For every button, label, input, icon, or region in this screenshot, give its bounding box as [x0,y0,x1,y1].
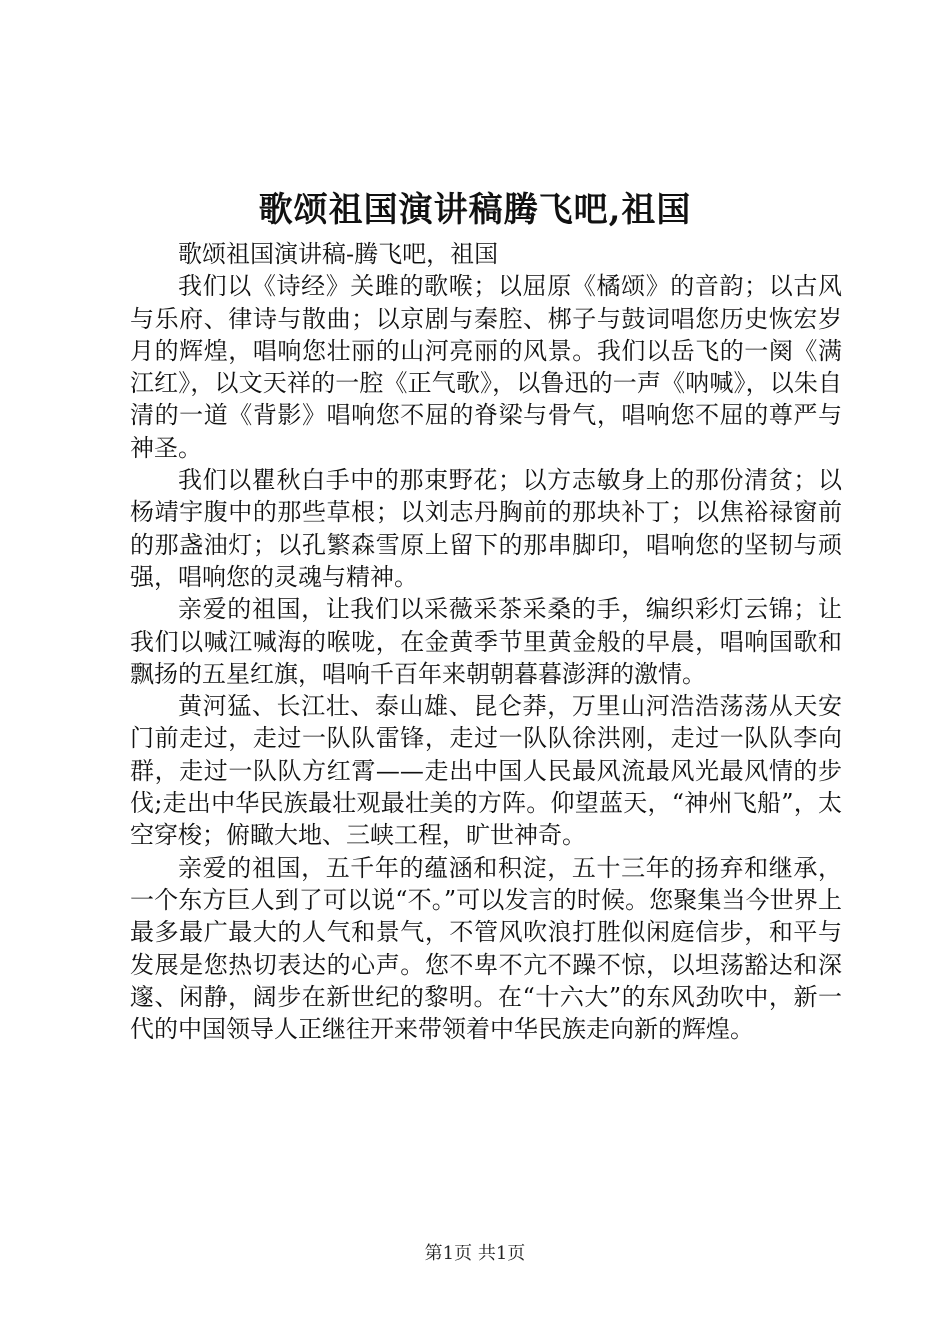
page-footer: 第1页 共1页 [424,1243,526,1264]
paragraph-subtitle: 歌颂祖国演讲稿-腾飞吧，祖国 [178,240,499,268]
document-title: 歌颂祖国演讲稿腾飞吧,祖国 [258,190,692,230]
paragraph: 黄河猛、长江壮、泰山雄、昆仑莽，万里山河浩浩荡荡从天安门前走过，走过一队队雷锋，走过一队队徐洪刚，走过一队队李向群，走过一队队方红霄——走出中国人民最风流最风光最风情的步伐;走出中华民族最壮观最壮美的方阵。仰望蓝天，“神州飞船”，太空穿梭；俯瞰大地、三峡工程，旷世神奇。 [130,692,842,850]
paragraph: 我们以瞿秋白手中的那束野花；以方志敏身上的那份清贫；以杨靖宇腹中的那些草根；以刘志丹胸前的那块补丁；以焦裕禄窗前的那盏油灯；以孔繁森雪原上留下的那串脚印，唱响您的坚韧与顽强，唱响您的灵魂与精神。 [130,466,842,591]
paragraph: 亲爱的祖国，让我们以采薇采茶采桑的手，编织彩灯云锦；让我们以喊江喊海的喉咙，在金黄季节里黄金般的早晨，唱响国歌和飘扬的五星红旗，唱响千百年来朝朝暮暮澎湃的激情。 [130,595,842,688]
document-body [130,238,842,1045]
paragraph: 我们以《诗经》关雎的歌喉；以屈原《橘颂》的音韵；以古风与乐府、律诗与散曲；以京剧与秦腔、梆子与鼓词唱您历史恢宏岁月的辉煌，唱响您壮丽的山河亮丽的风景。我们以岳飞的一阕《满江红》，以文天祥的一腔《正气歌》，以鲁迅的一声《呐喊》，以朱自清的一道《背影》唱响您不屈的脊梁与骨气，唱响您不屈的尊严与神圣。 [130,272,842,462]
paragraph: 亲爱的祖国，五千年的蕴涵和积淀，五十三年的扬弃和继承，一个东方巨人到了可以说“不。”可以发言的时候。您聚集当今世界上最多最广最大的人气和景气，不管风吹浪打胜似闲庭信步，和平与发展是您热切表达的心声。您不卑不亢不躁不惊，以坦荡豁达和深邃、闲静，阔步在新世纪的黎明。在“十六大”的东风劲吹中，新一代的中国领导人正继往开来带领着中华民族走向新的辉煌。 [130,853,842,1044]
